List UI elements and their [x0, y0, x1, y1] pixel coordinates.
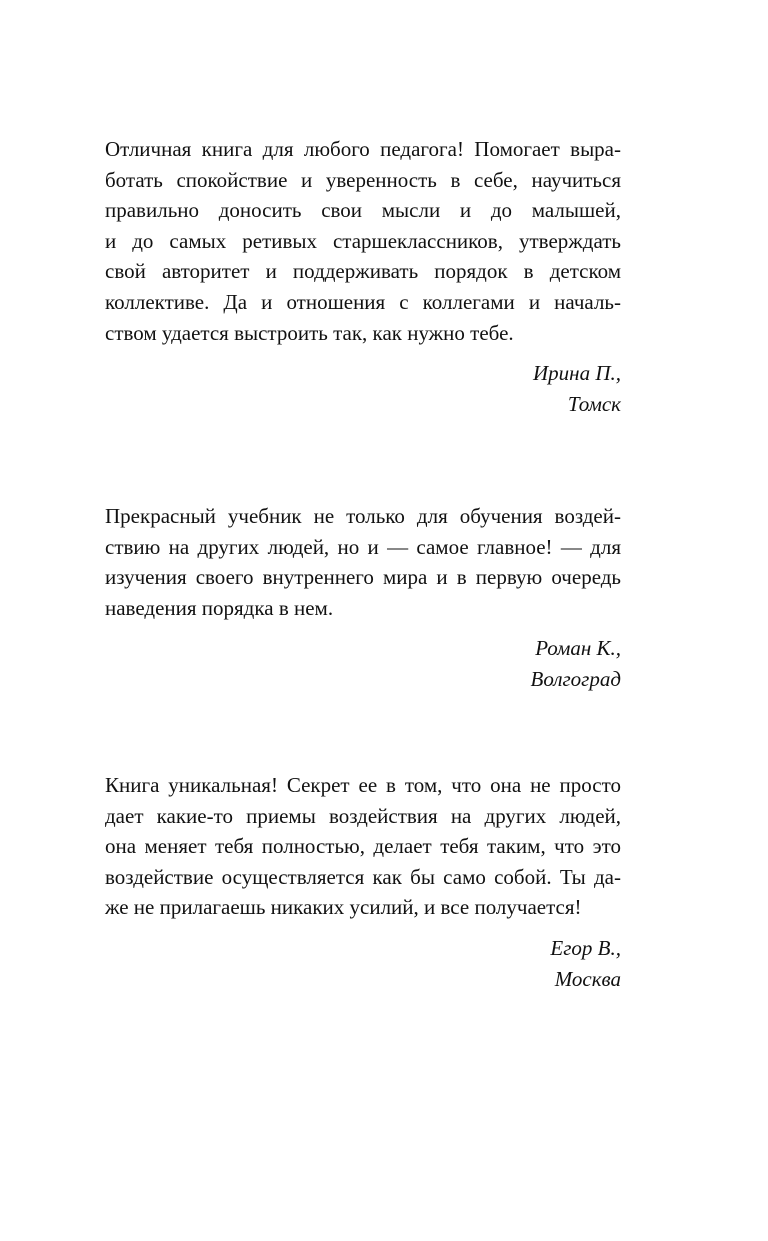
review-line: свой авторитет и поддерживать порядок в детском: [105, 259, 621, 284]
review-text: [105, 134, 621, 348]
review-city: Томск: [567, 392, 621, 417]
review-line: она меняет тебя полностью, делает тебя таким, что это: [105, 834, 621, 859]
review-signature: [105, 933, 621, 995]
review-text: [105, 501, 621, 623]
review-line: ством удается выстроить так, как нужно тебе.: [105, 320, 514, 345]
review-line: наведения порядка в нем.: [105, 595, 334, 620]
review-text: [105, 770, 621, 923]
review-author: Ирина П.,: [533, 361, 621, 386]
review-roman: [105, 501, 621, 695]
review-line: Книга уникальная! Секрет ее в том, что она не просто: [105, 773, 621, 797]
review-line: Отличная книга для любого педагога! Помогает выра-: [105, 137, 621, 161]
review-line: Прекрасный учебник не только для обучения воздей-: [105, 504, 621, 528]
review-author: Егор В.,: [550, 935, 621, 960]
review-line: ботать спокойствие и уверенность в себе, научиться: [105, 167, 621, 192]
review-signature: [105, 358, 621, 420]
review-egor: [105, 770, 621, 995]
review-line: коллективе. Да и отношения с коллегами и началь-: [105, 289, 621, 314]
review-city: Волгоград: [530, 667, 621, 692]
review-city: Москва: [554, 966, 621, 991]
review-author: Роман К.,: [535, 636, 621, 661]
review-line: и до самых ретивых старшеклассников, утверждать: [105, 228, 621, 253]
review-line: правильно доносить свои мысли и до малышей,: [105, 198, 621, 223]
review-signature: [105, 633, 621, 695]
review-line: же не прилагаешь никаких усилий, и все получается!: [105, 895, 582, 920]
review-line: изучения своего внутреннего мира и в первую очередь: [105, 565, 621, 590]
review-line: ствию на других людей, но и — самое главное! — для: [105, 534, 621, 559]
review-line: дает какие-то приемы воздействия на других людей,: [105, 803, 621, 828]
review-irina: [105, 134, 621, 420]
review-line: воздействие осуществляется как бы само собой. Ты да-: [105, 864, 621, 889]
